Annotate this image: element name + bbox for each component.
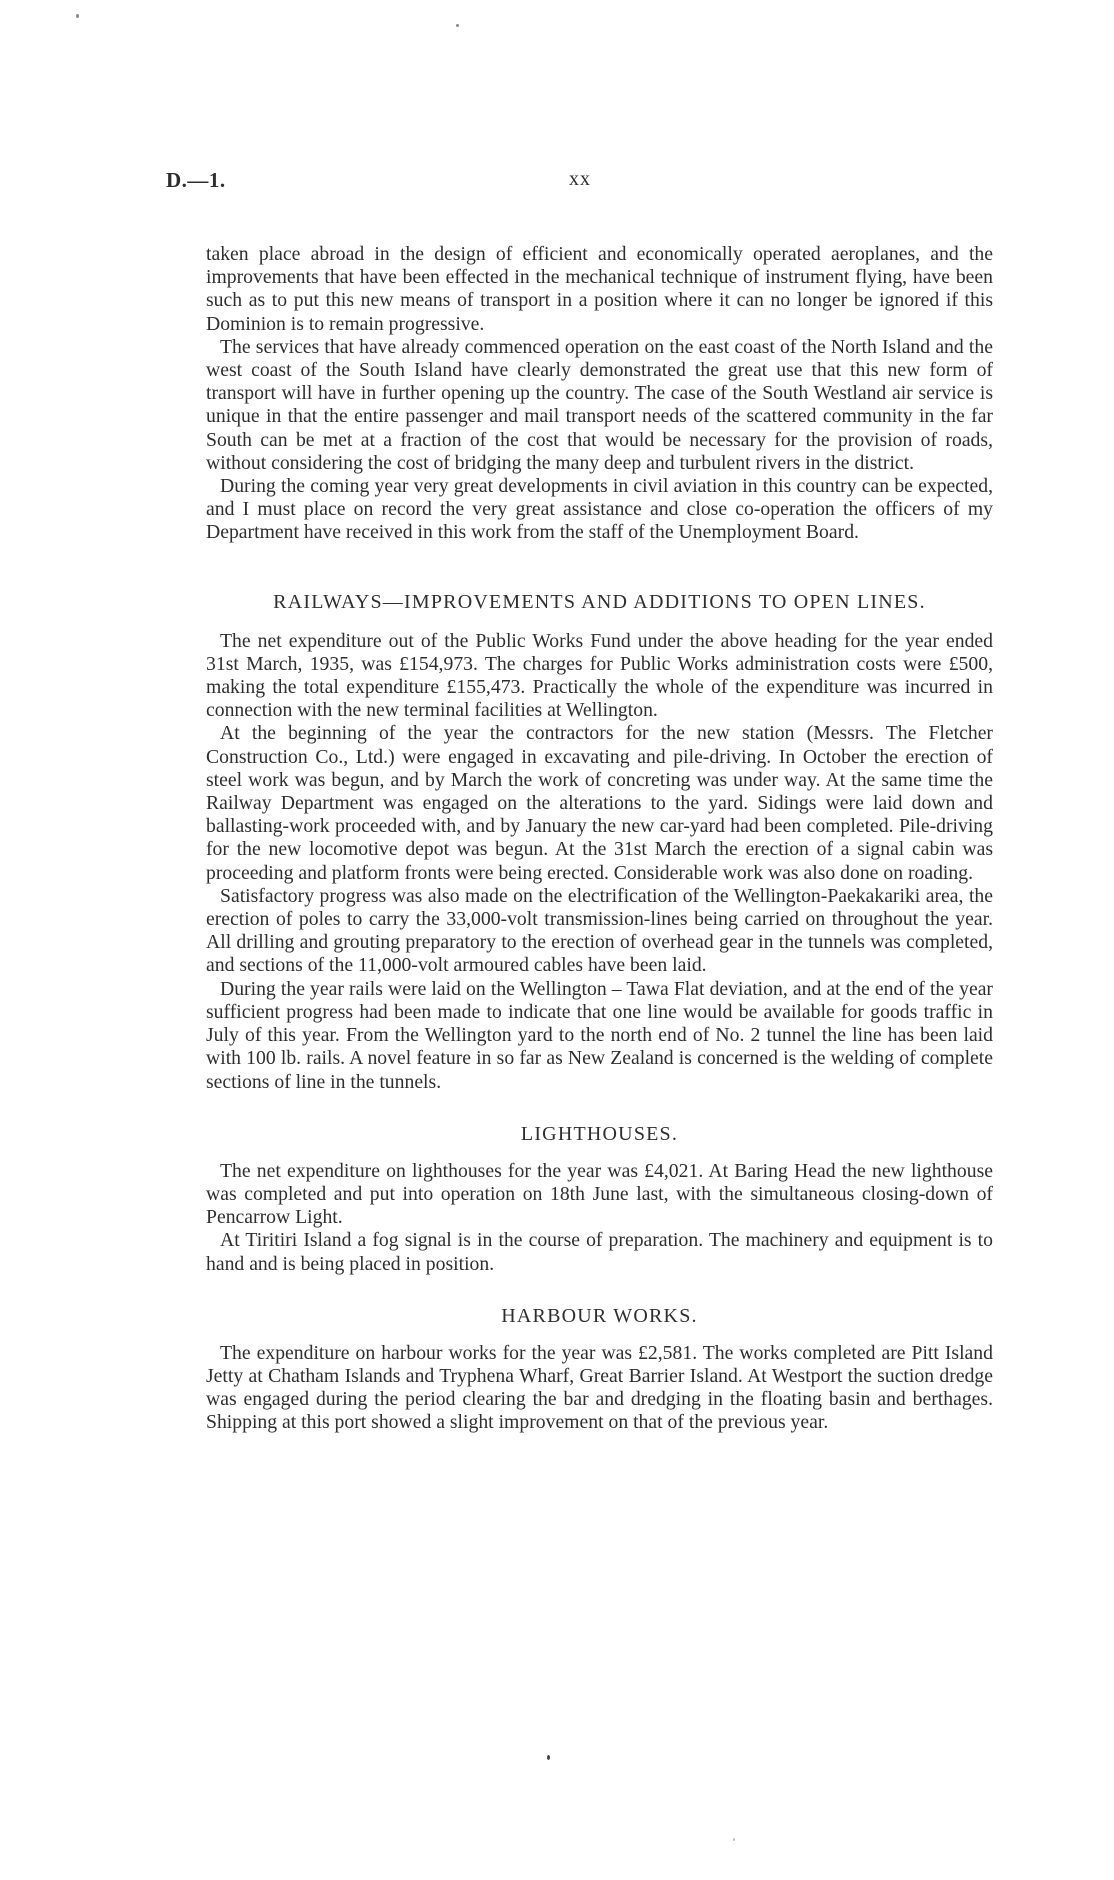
lighthouses-paragraph-1: The net expenditure on lighthouses for the year was £4,021. At Baring Head the new lighthouse was completed and put into operation on 18th June last, with the simultaneous closing-down of Pencarrow Light. bbox=[206, 1159, 993, 1229]
railways-paragraph-4: During the year rails were laid on the Wellington – Tawa Flat deviation, and at the end of the year sufficient progress had been made to indicate that one line would be available for goods traffic in July of this year. From the Wellington yard to the north end of No. 2 tunnel the line has been laid with 100 lb. rails. A novel feature in so far as New Zealand is concerned is the welding of complete sections of line in the tunnels. bbox=[206, 977, 993, 1093]
harbour-works-heading: HARBOUR WORKS. bbox=[501, 1304, 698, 1327]
railways-paragraph-2: At the beginning of the year the contractors for the new station (Messrs. The Fletcher Construction Co., Ltd.) were engaged in excavating and pile-driving. In October the erection of steel work was begun, and by March the work of concreting was under way. At the same time the Railway Department was engaged on the alterations to the yard. Sidings were laid down and ballasting-work proceeded with, and by January the new car-yard had been completed. Pile-driving for the new locomotive depot was begun. At the 31st March the erection of a signal cabin was proceeding and platform fronts were being erected. Considerable work was also done on roading. bbox=[206, 722, 993, 884]
railways-paragraph-1: The net expenditure out of the Public Works Fund under the above heading for the year ended 31st March, 1935, was £154,973. The charges for Public Works administration costs were £500, making the total expenditure £155,473. Practically the whole of the expenditure was incurred in connection with the new terminal facilities at Wellington. bbox=[206, 629, 993, 722]
document-code: D.—1. bbox=[166, 168, 226, 192]
lighthouses-paragraph-2: At Tiritiri Island a fog signal is in the course of preparation. The machinery and equipment is to hand and is being placed in position. bbox=[206, 1229, 993, 1275]
intro-paragraph-1: taken place abroad in the design of efficient and economically operated aeroplanes, and the improvements that have been effected in the mechanical technique of instrument flying, have been such as to put this new means of transport in a position where it can no longer be ignored if this Dominion is to remain progressive. bbox=[206, 243, 993, 335]
scan-speck bbox=[76, 14, 79, 18]
harbour-works-paragraph-1: The expenditure on harbour works for the year was £2,581. The works completed are Pitt Island Jetty at Chatham Islands and Tryphena Wharf, Great Barrier Island. At Westport the suction dredge was engaged during the period clearing the bar and dredging in the floating basin and berthages. Shipping at this port showed a slight improvement on that of the previous year. bbox=[206, 1341, 993, 1434]
scan-speck bbox=[547, 1755, 550, 1760]
scan-speck bbox=[733, 1838, 735, 1841]
page-number: xx bbox=[569, 168, 591, 190]
railways-paragraph-3: Satisfactory progress was also made on the electrification of the Wellington-Paekakariki area, the erection of poles to carry the 33,000-volt transmission-lines being carried on throughout the year. All drilling and grouting preparatory to the erection of overhead gear in the tunnels was completed, and sections of the 11,000-volt armoured cables have been laid. bbox=[206, 884, 993, 977]
intro-paragraph-3: During the coming year very great developments in civil aviation in this country can be expected, and I must place on record the very great assistance and close co-operation the officers of my Department have received in this work from the staff of the Unemployment Board. bbox=[206, 475, 993, 544]
body-text bbox=[206, 243, 993, 1435]
scan-speck bbox=[456, 24, 459, 27]
lighthouses-heading: LIGHTHOUSES. bbox=[520, 1122, 679, 1145]
intro-paragraph-2: The services that have already commenced operation on the east coast of the North Island and the west coast of the South Island have clearly demonstrated the great use that this new form of transport will have in further opening up the country. The case of the South Westland air service is unique in that the entire passenger and mail transport needs of the scattered community in the far South can be met at a fraction of the cost that would be necessary for the provision of roads, without considering the cost of bridging the many deep and turbulent rivers in the district. bbox=[206, 335, 993, 474]
railways-heading: RAILWAYS—IMPROVEMENTS AND ADDITIONS TO OPEN LINES. bbox=[273, 590, 926, 613]
